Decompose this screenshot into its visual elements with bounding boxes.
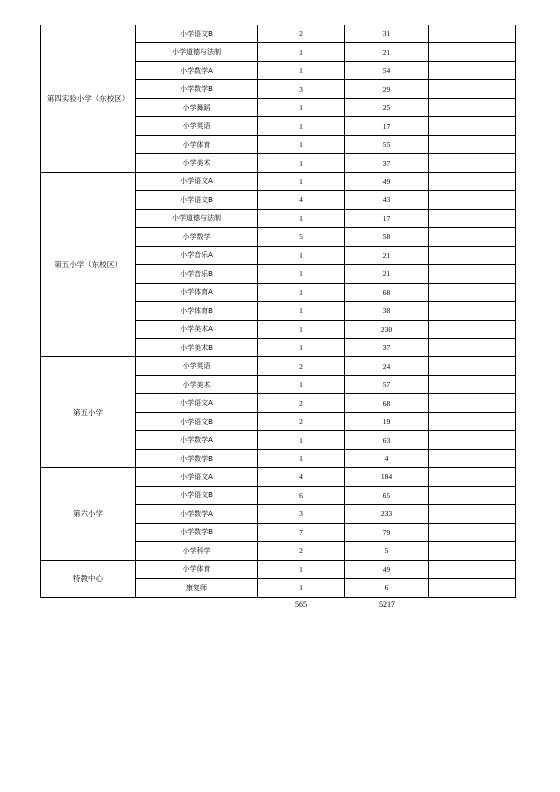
subject-cell: 小学语文A bbox=[136, 468, 258, 486]
applicant-count-cell: 63 bbox=[345, 431, 429, 449]
subject-cell: 小学舞蹈 bbox=[136, 98, 258, 116]
position-count-cell: 1 bbox=[258, 246, 345, 264]
applicant-count-cell: 24 bbox=[345, 357, 429, 375]
note-cell bbox=[429, 505, 516, 523]
applicant-count-cell: 38 bbox=[345, 302, 429, 320]
applicant-count-cell: 17 bbox=[345, 117, 429, 135]
subject-cell: 小学语文B bbox=[136, 191, 258, 209]
applicant-count-cell: 19 bbox=[345, 412, 429, 430]
subject-cell: 小学数学A bbox=[136, 61, 258, 79]
subject-cell: 小学道德与法制 bbox=[136, 43, 258, 61]
subject-cell: 小学语文B bbox=[136, 25, 258, 43]
position-count-cell: 1 bbox=[258, 283, 345, 301]
applicant-count-cell: 65 bbox=[345, 486, 429, 504]
subject-cell: 小学数学B bbox=[136, 80, 258, 98]
applicant-count-cell: 49 bbox=[345, 172, 429, 190]
subject-cell: 小学数学B bbox=[136, 449, 258, 467]
subject-cell: 康复师 bbox=[136, 579, 258, 597]
note-cell bbox=[429, 431, 516, 449]
applicant-count-cell: 68 bbox=[345, 394, 429, 412]
subject-cell: 小学科学 bbox=[136, 542, 258, 560]
subject-cell: 小学语文A bbox=[136, 394, 258, 412]
position-count-cell: 1 bbox=[258, 61, 345, 79]
note-cell bbox=[429, 449, 516, 467]
applicant-count-cell: 37 bbox=[345, 338, 429, 356]
applicant-count-cell: 6 bbox=[345, 579, 429, 597]
subject-cell: 小学语文B bbox=[136, 412, 258, 430]
note-cell bbox=[429, 98, 516, 116]
applicant-count-cell: 5 bbox=[345, 542, 429, 560]
subject-cell: 小学语文A bbox=[136, 172, 258, 190]
subject-cell: 小学美术 bbox=[136, 375, 258, 393]
note-cell bbox=[429, 61, 516, 79]
school-name-cell: 第五小学（东校区） bbox=[41, 172, 136, 357]
note-cell bbox=[429, 135, 516, 153]
note-cell bbox=[429, 394, 516, 412]
position-count-cell: 7 bbox=[258, 523, 345, 541]
note-cell bbox=[429, 246, 516, 264]
subject-cell: 小学数学A bbox=[136, 431, 258, 449]
subject-cell: 小学英语 bbox=[136, 357, 258, 375]
note-cell bbox=[429, 338, 516, 356]
position-count-cell: 1 bbox=[258, 154, 345, 172]
position-count-cell: 4 bbox=[258, 468, 345, 486]
subject-cell: 小学美术B bbox=[136, 338, 258, 356]
subject-cell: 小学数学 bbox=[136, 228, 258, 246]
subject-cell: 小学数学A bbox=[136, 505, 258, 523]
position-count-cell: 1 bbox=[258, 135, 345, 153]
position-count-cell: 1 bbox=[258, 579, 345, 597]
position-count-cell: 1 bbox=[258, 265, 345, 283]
position-count-cell: 2 bbox=[258, 394, 345, 412]
note-cell bbox=[429, 209, 516, 227]
applicant-count-cell: 29 bbox=[345, 80, 429, 98]
note-cell bbox=[429, 172, 516, 190]
note-cell bbox=[429, 357, 516, 375]
position-count-cell: 1 bbox=[258, 320, 345, 338]
applicant-count-cell: 25 bbox=[345, 98, 429, 116]
position-count-cell: 1 bbox=[258, 43, 345, 61]
position-count-cell: 1 bbox=[258, 209, 345, 227]
position-count-cell: 6 bbox=[258, 486, 345, 504]
subject-cell: 小学体育A bbox=[136, 283, 258, 301]
position-count-cell: 1 bbox=[258, 431, 345, 449]
position-count-cell: 1 bbox=[258, 449, 345, 467]
table-row bbox=[41, 25, 516, 43]
applicant-count-cell: 54 bbox=[345, 61, 429, 79]
note-cell bbox=[429, 320, 516, 338]
applicant-count-cell: 4 bbox=[345, 449, 429, 467]
position-count-cell: 5 bbox=[258, 228, 345, 246]
note-cell bbox=[429, 191, 516, 209]
applicant-count-cell: 57 bbox=[345, 375, 429, 393]
position-count-cell: 4 bbox=[258, 191, 345, 209]
position-count-cell: 2 bbox=[258, 542, 345, 560]
table-row bbox=[41, 172, 516, 190]
applicant-count-cell: 31 bbox=[345, 25, 429, 43]
note-cell bbox=[429, 302, 516, 320]
subject-cell: 小学体育 bbox=[136, 560, 258, 578]
note-cell bbox=[429, 283, 516, 301]
applicant-count-cell: 37 bbox=[345, 154, 429, 172]
note-cell bbox=[429, 486, 516, 504]
table-row bbox=[41, 468, 516, 486]
note-cell bbox=[429, 117, 516, 135]
subject-cell: 小学音乐B bbox=[136, 265, 258, 283]
position-count-cell: 3 bbox=[258, 80, 345, 98]
note-cell bbox=[429, 375, 516, 393]
subject-cell: 小学数学B bbox=[136, 523, 258, 541]
note-cell bbox=[429, 25, 516, 43]
note-cell bbox=[429, 265, 516, 283]
applicant-count-cell: 58 bbox=[345, 228, 429, 246]
applicant-count-cell: 21 bbox=[345, 265, 429, 283]
subject-cell: 小学美术A bbox=[136, 320, 258, 338]
subject-cell: 小学语文B bbox=[136, 486, 258, 504]
table-row bbox=[41, 357, 516, 375]
total-positions: 565 bbox=[295, 600, 307, 609]
note-cell bbox=[429, 412, 516, 430]
total-applicants: 5217 bbox=[379, 600, 395, 609]
note-cell bbox=[429, 579, 516, 597]
position-count-cell: 2 bbox=[258, 357, 345, 375]
position-count-cell: 2 bbox=[258, 412, 345, 430]
applicant-count-cell: 184 bbox=[345, 468, 429, 486]
note-cell bbox=[429, 154, 516, 172]
note-cell bbox=[429, 523, 516, 541]
note-cell bbox=[429, 228, 516, 246]
position-count-cell: 3 bbox=[258, 505, 345, 523]
school-name-cell: 特教中心 bbox=[41, 560, 136, 597]
position-count-cell: 1 bbox=[258, 375, 345, 393]
note-cell bbox=[429, 560, 516, 578]
position-count-cell: 1 bbox=[258, 98, 345, 116]
subject-cell: 小学道德与法制 bbox=[136, 209, 258, 227]
applicant-count-cell: 17 bbox=[345, 209, 429, 227]
school-name-cell: 第六小学 bbox=[41, 468, 136, 560]
note-cell bbox=[429, 43, 516, 61]
applicant-count-cell: 55 bbox=[345, 135, 429, 153]
table-row bbox=[41, 560, 516, 578]
applicant-count-cell: 233 bbox=[345, 505, 429, 523]
position-count-cell: 1 bbox=[258, 172, 345, 190]
note-cell bbox=[429, 80, 516, 98]
school-name-cell: 第四实验小学（东校区） bbox=[41, 25, 136, 172]
subject-cell: 小学音乐A bbox=[136, 246, 258, 264]
school-name-cell: 第五小学 bbox=[41, 357, 136, 468]
recruitment-table bbox=[40, 25, 516, 598]
applicant-count-cell: 49 bbox=[345, 560, 429, 578]
applicant-count-cell: 21 bbox=[345, 43, 429, 61]
applicant-count-cell: 43 bbox=[345, 191, 429, 209]
subject-cell: 小学体育 bbox=[136, 135, 258, 153]
subject-cell: 小学体育B bbox=[136, 302, 258, 320]
table-body bbox=[41, 25, 516, 597]
applicant-count-cell: 79 bbox=[345, 523, 429, 541]
position-count-cell: 1 bbox=[258, 302, 345, 320]
applicant-count-cell: 21 bbox=[345, 246, 429, 264]
subject-cell: 小学美术 bbox=[136, 154, 258, 172]
note-cell bbox=[429, 542, 516, 560]
applicant-count-cell: 68 bbox=[345, 283, 429, 301]
position-count-cell: 1 bbox=[258, 117, 345, 135]
note-cell bbox=[429, 468, 516, 486]
applicant-count-cell: 230 bbox=[345, 320, 429, 338]
position-count-cell: 1 bbox=[258, 560, 345, 578]
subject-cell: 小学英语 bbox=[136, 117, 258, 135]
position-count-cell: 1 bbox=[258, 338, 345, 356]
position-count-cell: 2 bbox=[258, 25, 345, 43]
